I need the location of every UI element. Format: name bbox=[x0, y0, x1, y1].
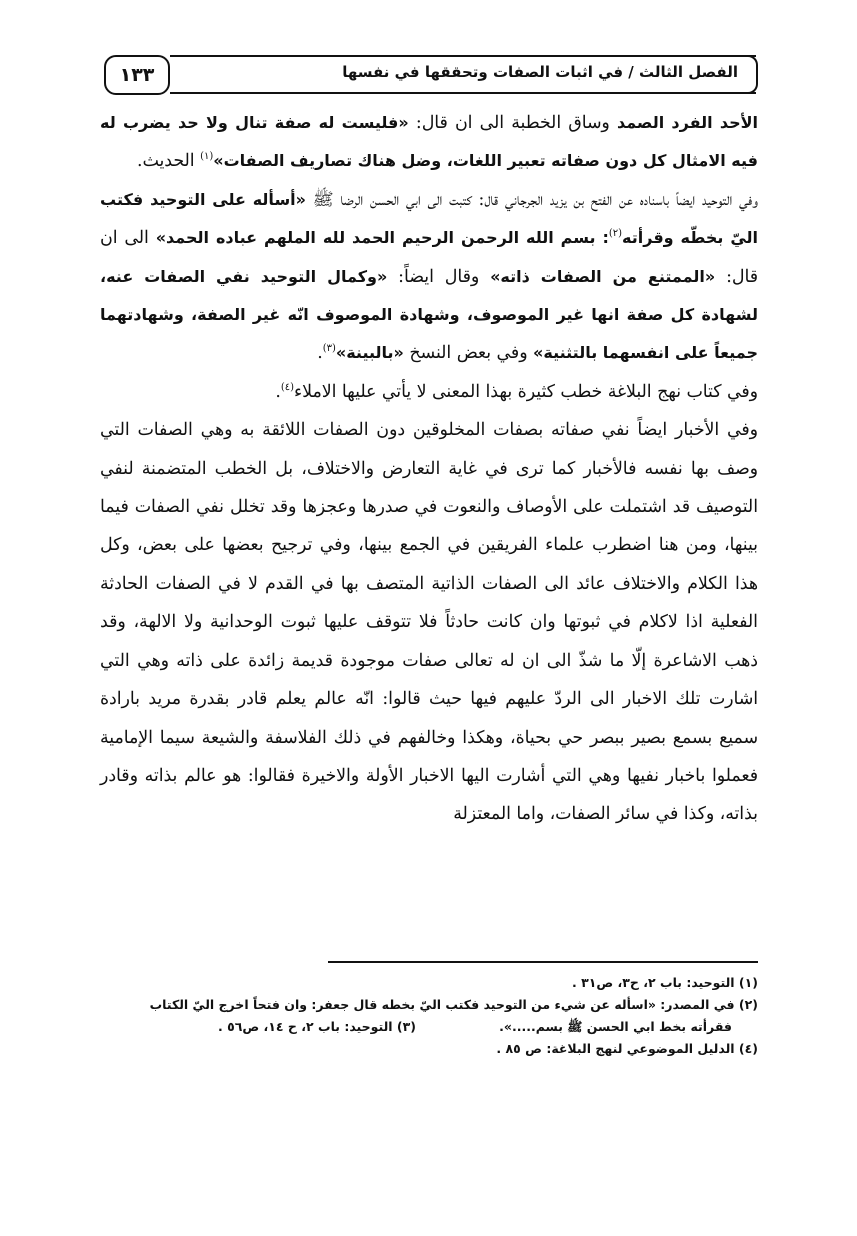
text-run: . bbox=[275, 381, 281, 402]
chapter-title: الفصل الثالث / في اثبات الصفات وتحققها في نفسها bbox=[342, 63, 738, 81]
quoted-text: «الممتنع من الصفات ذاته» bbox=[490, 266, 716, 286]
text-run: وساق الخطبة الى ان قال: bbox=[408, 113, 617, 133]
paragraph bbox=[100, 181, 758, 373]
footnotes bbox=[100, 972, 758, 1060]
paragraph bbox=[100, 411, 758, 833]
footnote-2: (٢) في المصدر: «اسأله عن شيء من التوحيد فكتب اليّ بخطه قال جعفر: وان فتحاً اخرج اليّ الكتاب bbox=[149, 997, 758, 1012]
quoted-text: «وكمال التوحيد نفي الصفات عنه، لشهادة كل صفة انها غير الموصوف، وشهادة الموصوف انّه غير الصفة، وشهادتهما جميعاً على انفسهما بالتثنية» bbox=[100, 266, 758, 363]
footnote-marker: (٤) bbox=[280, 382, 295, 394]
footnote-4: (٤) الدليل الموضوعي لنهج البلاغة: ص ٨٥ . bbox=[496, 1041, 758, 1056]
text-run: الى ان قال: bbox=[100, 228, 759, 287]
header-rule-top bbox=[170, 55, 756, 57]
running-header bbox=[104, 51, 756, 100]
header-rule-bottom bbox=[170, 92, 756, 94]
footnote-marker: (٣) bbox=[322, 343, 336, 355]
quoted-text: : بسم الله الرحمن الرحيم الحمد لله الملهم عباده الحمد» bbox=[155, 228, 609, 248]
header-bracket bbox=[742, 55, 758, 94]
quoted-text: «بالبينة» bbox=[335, 343, 404, 363]
footnote-marker: (١) bbox=[200, 151, 214, 163]
paragraph bbox=[100, 373, 758, 411]
text-run: وفي كتاب نهج البلاغة خطب كثيرة بهذا المعنى لا يأتي عليها الاملاء bbox=[294, 381, 758, 402]
text-run: . bbox=[317, 343, 323, 364]
paragraph bbox=[100, 104, 758, 181]
footnote-separator bbox=[328, 961, 758, 963]
text-run: الحديث. bbox=[137, 151, 201, 172]
quoted-text: الأحد الفرد الصمد bbox=[616, 113, 758, 132]
text-run: وفي الأخبار ايضاً نفي صفاته بصفات المخلوقين دون الصفات اللائقة به وهي الصفات التي وصف بها نفسه فالأخبار كما ترى في غاية التعارض والاختلاف، بل الخطب المتضمنة لنفي التوصيف قد اشتملت على الأوصاف والنعوت في صدرها وعجزها وقد تخلل نفي الصفات فيما بينها، ومن هنا اضطرب علماء الفريقين في الجمع بينها، وفي ترجيح بعضها على بعض، وكل هذا الكلام والاختلاف عائد الى الصفات الذاتية المتصف بها في القدم لا في الصفات الحادثة الفعلية اذا لاكلام في ثبوتها وان كانت حادثاً فلا تتوقف عليها ثبوت الوحدانية ولا الالهة، وقد ذهب الاشاعرة إلّا ما شذّ الى ان له تعالى صفات موجودة قديمة زائدة على ذاته وهي التي اشارت تلك الاخبار الى الردّ عليهم فيها حيث قالوا: انّه عالم يعلم قادر بقدرة مريد بارادة سميع بسمع بصير ببصر حي بحياة، وهكذا وخالفهم في ذلك الفلاسفة والشيعة سيما الإمامية فعملوا باخبار نفيها وهي التي أشارت اليها الاخبار الأولة والاخيرة فقالوا: هو عالم بذاته وقادر بذاته، وكذا في سائر الصفات، واما المعتزلة bbox=[100, 420, 758, 825]
footnote-2-continuation: فقرأته بخط ابي الحسن ﷺ بسم.....». bbox=[499, 1019, 732, 1034]
footnote-2-continuation-row bbox=[100, 1016, 758, 1038]
quoted-text: «أسأله على التوحيد فكتب اليّ بخطّه وقرأته bbox=[100, 189, 759, 248]
footnote-marker: (٢) bbox=[608, 228, 623, 240]
footnote-1: (١) التوحيد: باب ٢، ح٣، ص٣١ . bbox=[571, 975, 758, 990]
footnote-3: (٣) التوحيد: باب ٢، ح ١٤، ص٥٦ . bbox=[218, 1019, 416, 1034]
text-run: وقال ايضاً: bbox=[387, 266, 491, 287]
text-run: وفي التوحيد ايضاً باسناده عن الفتح بن يزيد الجرجاني قال: كتبت الى ابي الحسن الرضا ﷺ bbox=[306, 189, 758, 210]
quoted-text: «فليست له صفة تنال ولا حد يضرب له فيه الامثال كل دون صفاته تعبير اللغات، وضل هناك تصاريف الصفات» bbox=[100, 113, 758, 171]
page-number-box bbox=[104, 55, 170, 95]
text-run: وفي بعض النسخ bbox=[403, 343, 534, 364]
page-number: ١٣٣ bbox=[119, 64, 155, 86]
body-text bbox=[100, 104, 758, 834]
